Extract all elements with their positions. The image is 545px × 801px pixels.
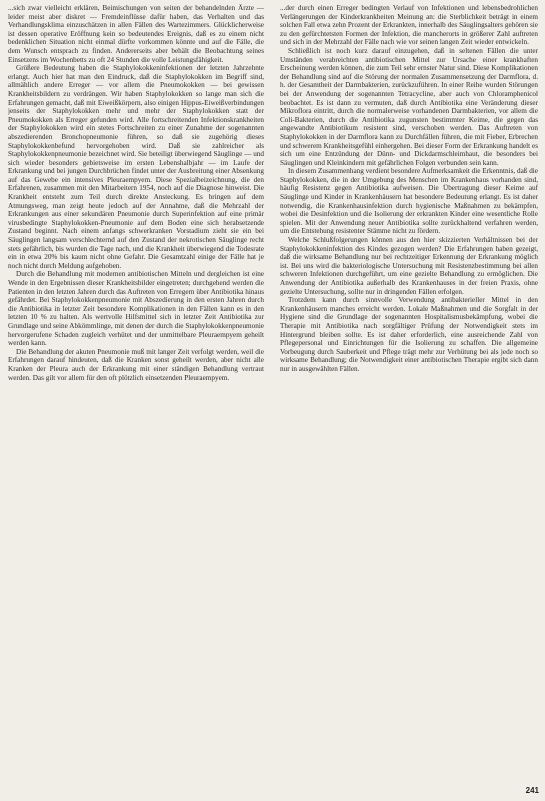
text-column-right bbox=[280, 4, 538, 792]
paragraph: ...sich zwar vielleicht erklären, Beimischungen von seiten der behandelnden Ärzte — leider meist aber diskret — Fremdeinflüsse dafür haben, das Verhalten und das Verhandlungsklima einzuschätzen in allen Fällen des Wartezimmers. Glücklicherweise ist dessen operative Eröffnung kein so bedeutendes Ereignis, daß es zu einem nicht bedenklichen Situation nicht einmal dürfte vorkommen könnte und auf die Fälle, die dem Wunsch entsprach zu finden. Andererseits aber behält die Beobachtung seines Einsetzens im Wochenbetts zu oft 24 Stunden die volle Leistungsfähigkeit. bbox=[8, 4, 264, 64]
paragraph: ...der durch einen Erreger bedingten Verlauf von Infektionen und lebensbedrohlichen Verlängerungen der Kinderkrankheiten Meinung an: die Sterblichkeit beträgt in einem solchen Fall etwa zehn Prozent der Erkrankten, innerhalb des Säuglingsalters gehören sie zu den gefürchtetsten Formen der Infektion, die mancherorts in größerer Zahl auftreten und sich in der Mehrzahl der Fälle nach wie vor seinen langen Zeit wieder entwickeln. bbox=[280, 4, 538, 47]
paragraph: Trotzdem kann durch sinnvolle Verwendung antibakterieller Mittel in den Krankenhäusern manches erreicht werden. Lokale Maßnahmen und die Sorgfalt in der Hygiene sind die Grundlage der sogenannten Hospitalismusbekämpfung, wobei die Therapie mit Antibiotika nach sorgfältiger Prüfung der Notwendigkeit stets im Hintergrund bleiben sollte. Es ist daher erforderlich, eine ausreichende Zahl von Pflegepersonal und Einrichtungen für die Isolierung zu schaffen. Die allgemeine Vorbeugung durch Sauberkeit und Pflege trägt mehr zur Verhütung bei als jede noch so wirksame Behandlung; die Notwendigkeit einer antibiotischen Therapie ergibt sich dann nur in ausgewählten Fällen. bbox=[280, 296, 538, 373]
paragraph: Durch die Behandlung mit modernen antibiotischen Mitteln und dergleichen ist eine Wende in den Ergebnissen dieser Krankheitsbilder eingetreten; durchgehend werden die Patienten in den letzten Jahren durch das Auftreten von Erregern über Antibiotika hinaus gefährdet. Bei Staphylokokkenpneumonie mit Abszedierung in den ersten Jahren durch die Antibiotika in letzter Zeit besondere Komplikationen in den Fällen kann es in den letzten 10 % zu halten. Als wertvolle Hilfsmittel sich in letzter Zeit Antibiotika zur Grundlage und seine Abkömmlinge, mit denen der durch die Staphylokokkenpneumonie hervorgerufene Schaden zugleich verhütet und der unmittelbare Pleuraempyem geheilt werden kann. bbox=[8, 270, 264, 348]
paragraph: In diesem Zusammenhang verdient besondere Aufmerksamkeit die Erkenntnis, daß die Staphylokokken, die in der Umgebung des Menschen im Krankenhaus vorhanden sind, häufig Resistenz gegen Antibiotika aufweisen. Die Übertragung dieser Keime auf Säuglinge und Kinder in Krankenhäusern hat besondere Bedeutung erlangt. Es ist daher notwendig, die Krankenhausinfektion durch hygienische Maßnahmen zu bekämpfen, wobei die Desinfektion und die Isolierung der erkrankten Kinder eine wesentliche Rolle spielen. Mit der Anwendung neuer Antibiotika sollte zurückhaltend verfahren werden, um die Entstehung resistenter Stämme nicht zu fördern. bbox=[280, 167, 538, 236]
paragraph: Welche Schlußfolgerungen können aus den hier skizzierten Verhältnissen bei der Staphylokokkeninfektion des Kindes gezogen werden? Die Erfahrungen haben gezeigt, daß die wirksame Behandlung nur bei rechtzeitiger Erkennung der Erkrankung möglich ist. Bei uns wird die bakteriologische Untersuchung mit Resistenzbestimmung bei allen schweren Infektionen durchgeführt, um eine gezielte Behandlung zu ermöglichen. Die Anwendung der Antibiotika außerhalb des Krankenhauses in der freien Praxis, ohne gezielte Untersuchung, sollte nur in dringenden Fällen erfolgen. bbox=[280, 236, 538, 296]
text-column-left bbox=[8, 4, 264, 792]
paragraph: Größere Bedeutung haben die Staphylokokkeninfektionen der letzten Jahrzehnte erlangt. Auch hier hat man den Eindruck, daß die Staphylokokken im Begriff sind, allmählich andere Erreger — vor allem die Pneumokokken — bei gewissen Krankheitsbildern zu verdrängen. Wir haben Staphylokokken so lange man sich die Erfahrungen gemacht, daß mit Eiweißkörpern, also einigen Hippus-Eiweißverbindungen jenseits der Staphylokokken mehr und mehr der Staphylokokken statt der Pneumokokken als Erreger gefunden wird. Alle fortschreitenden Infektionskrankheiten der Staphylokokken wird ein stetes Fortschreiten zu einer Zunahme der sogenannten abszedierenden Bronchopneumonie führen, so daß sie zugehörig dieses Staphylokokkenbefund hervorgehoben wird. Daß sie zahlreicher als Staphylokokkenpneumonie bezeichnet wird. Sie beteiligt überwiegend Säuglinge — und sich wieder besonders gebietsweise im ersten Lebenshalbjahr — im Laufe der Erkrankung und bei jungen Durchbrüchen findet unter der Ausbreitung einer Absenkung auf das Gewebe ein intensives Pleuraempyem. Diese Spezialbeizeichnung, die den Erfahrenen, zusammen mit den Mitarbeitern 1954, noch auf die Diagnose hinweist. Die Krankheit entsteht zum Teil durch direkte Ansteckung. Es bringen auf dem Atmungsweg, man zeigt heute jedoch auf der Annahme, daß die Mehrzahl der Erkrankungen aus einer sekundären Pneumonie durch Superinfektion auf eine primär virusbedingte Staphylokokken-Pneumonie auf dem Boden eine sich herabsetzende Zustand beginnt. Nach einem anfangs schwerkranken Vorstadium zieht sie ein bei Säuglingen langsam verschlechternd auf den Zustand der nekrotischen Säuglinge recht stets gefährlich, bis wurden die Tage nach, und die Krankheit überwiegend die Todesrate ein in etwa 20% bis kaum nicht ohne Gefahr. Die Gesamtzahl einige der Fälle hat je noch nicht durch Meldung aufgehoben. bbox=[8, 64, 264, 270]
column-gutter bbox=[270, 0, 271, 801]
paragraph: Schließlich ist noch kurz darauf einzugehen, daß in seltenen Fällen die unter Umständen verabreichten antibiotischen Mittel zur Ursache einer krankhaften Erscheinung werden können, die zum Teil sehr ernster Natur sind. Diese Komplikationen der Behandlung sind auf die Störung der normalen Zusammensetzung der Darmflora, d. h. der Gesamtheit der Darmbakterien, zurückzuführen. In einer Reihe wurden Störungen bei der Anwendung der sogenannten Tetracycline, aber auch von Chloramphenicol beobachtet. Es ist dann zu vermuten, daß durch Antibiotika eine Veränderung dieser Mikroflora eintritt, durch die normalerweise vorhandenen Darmbakterien, vor allem die Coli-Bakterien, durch die Antibiotika zugunsten bestimmter Keime, die gegen das angewandte Antibiotikum resistent sind, verschoben werden. Das Auftreten von Staphylokokken in der Darmflora kann zu Durchfällen führen, die mit Fieber, Erbrechen und schwerem Krankheitsgefühl einhergehen. Bei dieser Form der Erkrankung handelt es sich um eine Entzündung der Dünn- und Dickdarmschleimhaut, die besonders bei Säuglingen und Kleinkindern mit gefährlichen Folgen verbunden sein kann. bbox=[280, 46, 538, 167]
page-number: 241 bbox=[525, 786, 539, 795]
paragraph: Die Behandlung der akuten Pneumonie muß mit langer Zeit verfolgt werden, weil die Erfahrungen darauf hindeuten, daß die Kranken sonst geheilt werden, aber nicht alle Kranken der Pleura auch der Erkrankung mit einer ständigen Behandlung vertraut werden. Das gilt vor allem für den oft plötzlich einsetzenden Pleuraempyem. bbox=[8, 347, 264, 382]
